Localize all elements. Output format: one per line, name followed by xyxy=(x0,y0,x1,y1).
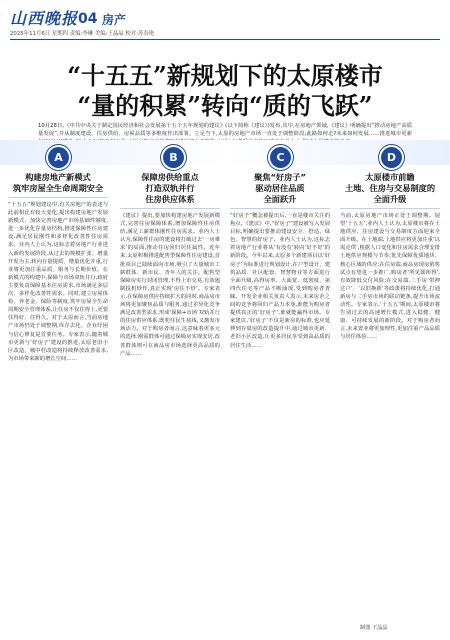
column-b-title: 保障房供给重点 打造双轨并行 住房供应体系 xyxy=(141,172,199,204)
column-d-body: 当前,太原房地产市场正处于调整期。展望‘十五五’,业内人士认为,太原楼市将在土地供应、住房建设与交易制度方面迎来全面升级。在土地端,土地供应将更加注重‘以需定供’,根据人口变化和住房需求合理安排土地供应规模与节奏,优先保障优质地块、核心区域的供应;在住房端,商品房现房销售试点有望进一步推广,购房者‘所见即所得’,有效降低交付风险;在交易端,二手房‘带押过户’、‘以旧换新’等政策将持续优化,打通新房与二手房市场的联动链条,提升市场流动性。专家表示,‘十五五’期间,太原楼市将告别过去的高速增长模式,进入稳健、健康、可持续发展的新阶段。对于购房者而言,未来置业将更加理性,更加注重产品品质与居住体验…… xyxy=(340,213,440,341)
column-a-body: “十五五”规划建议中,有关房地产的表述与此前相比有较大变化,提出构建房地产发展新模式、加快完善房地产市场基础性制度,进一步优化存量房结构,推进保障性住房建设,满足居民刚性和多样化改善性住房需求。业内人士认为,这标志着房地产行业进入新的发展阶段,从过去的规模扩张、增量开发为主,转向存量提质、增量优化并重,行业将更加注重品质、服务与长期价值。在新模式的构建中,保障与市场双轨并行,政府主要负责保障基本住房需求,市场满足多层次、多样化改善性需求。同时,建立房屋体检、养老金、保险等制度,筑牢房屋全生命周期安全管理体系,让住房不仅住得上,更要住得好、住得久。对于太原而言,当前房地产市场仍处于调整期,库存去化、企业纾困与信心修复是首要任务。专家表示,随着城市更新与‘好房子’建设的推进,太原老旧小区改造、城中村改造将持续释放改善需求,为市场带来新的增长空间…… xyxy=(8,202,108,362)
section-name: 房产 xyxy=(102,13,127,27)
subhead-underline xyxy=(340,208,440,209)
badge-c: C xyxy=(270,147,291,168)
headline-line-2: “量的积累”转向“质的飞跃” xyxy=(77,91,373,120)
column-c xyxy=(230,172,330,350)
newspaper-logo: 山西晚报 xyxy=(10,9,79,28)
page-number: 04 xyxy=(78,11,98,27)
column-b xyxy=(120,172,220,358)
subhead-underline xyxy=(230,208,330,209)
dateline: 2025年11月6日 星期四 责编:李琳 美编:王晶晶 校对:苏春艳 xyxy=(10,31,155,37)
subhead-underline xyxy=(8,197,108,198)
column-c-title: 聚焦“好房子” 驱动居住品质 全面跃升 xyxy=(254,172,306,204)
column-a-title: 构建房地产新模式 筑牢房屋全生命周期安全 xyxy=(12,172,104,193)
badge-a: A xyxy=(48,147,69,168)
masthead xyxy=(10,10,440,40)
graphic-credit: 制图 王晶晶 xyxy=(360,625,388,631)
subhead-underline xyxy=(120,208,220,209)
lede-paragraph: 10月28日,《中共中央关于制定国民经济和社会发展第十五个五年规划的建议》(以下简称《建议》)发布,其中,在房地产领域,《建议》明确提出“推动房地产高质量发展”,并从制度建设、住房供给、房屋品质等多维度作出部署。立足当下,太原的房地产市场一直处于调整阶段,此路如何走?未来如何发展……推进城市更新 xyxy=(38,123,412,138)
badge-d: D xyxy=(381,147,402,168)
headline-line-1: “十五五”新规划下的太原楼市 xyxy=(67,61,383,90)
column-c-body: “好房子”概念被提出后,一直是楼市关注的焦点。《建议》中,“好房子”建设被写入发展目标,明确提出要推动建设安全、舒适、绿色、智慧的好房子。业内人士认为,这标志着房地产行业将从‘有没有’转向‘好不好’的新阶段。今年以来,太原多个新建项目以‘好房子’为标准进行规划设计,在户型设计、建筑品质、社区配套、智慧物业等方面进行全面升级,高得房率、大面宽、低密度、第四代住宅等产品不断涌现,受到购房者青睐。开发企业相关负责人表示,未来房企之间的竞争将回归产品力本身,谁能为购房者提供真正的‘好房子’,谁就能赢得市场。专家建议,‘好房子’不仅是新房的标准,也应延伸到存量房的改造提升中,通过城市更新、老旧小区改造,让更多居民享受到高品质的居住生活…… xyxy=(230,213,330,349)
column-b-body: 《建议》提出,要加快构建房地产发展新模式,完善住房保障体系,增加保障性住房供给,满足工薪群体刚性住房需求。业内人士认为,保障性住房的建设将打破过去‘一房难求’的局面,推动住房回归居住属性。近年来,太原积极推进配售型保障性住房建设,首批项目已陆续面向市场,吸引了大量城市工薪群体、新市民、青年人的关注。配售型保障房实行封闭管理,不得上市交易,有效遏制投机炒作,真正实现‘房住不炒’。专家表示,在保障房供应持续扩大的同时,商品房市场将更加聚焦品质与服务,通过差异化竞争满足改善型需求,形成‘保障+市场’双轨并行的住房供应体系,既兜住民生底线,又激发市场活力。对于购房者而言,这意味着更多元的选择:刚需群体可通过保障房实现安居,改善群体则可在商品房市场选择更高品质的产品…… xyxy=(120,213,220,357)
column-d xyxy=(340,172,440,342)
badge-b: B xyxy=(163,147,184,168)
column-a xyxy=(8,172,108,363)
masthead-rule xyxy=(10,39,440,40)
column-d-title: 太原楼市前瞻 土地、住房与交易制度的 全面升级 xyxy=(344,172,436,204)
